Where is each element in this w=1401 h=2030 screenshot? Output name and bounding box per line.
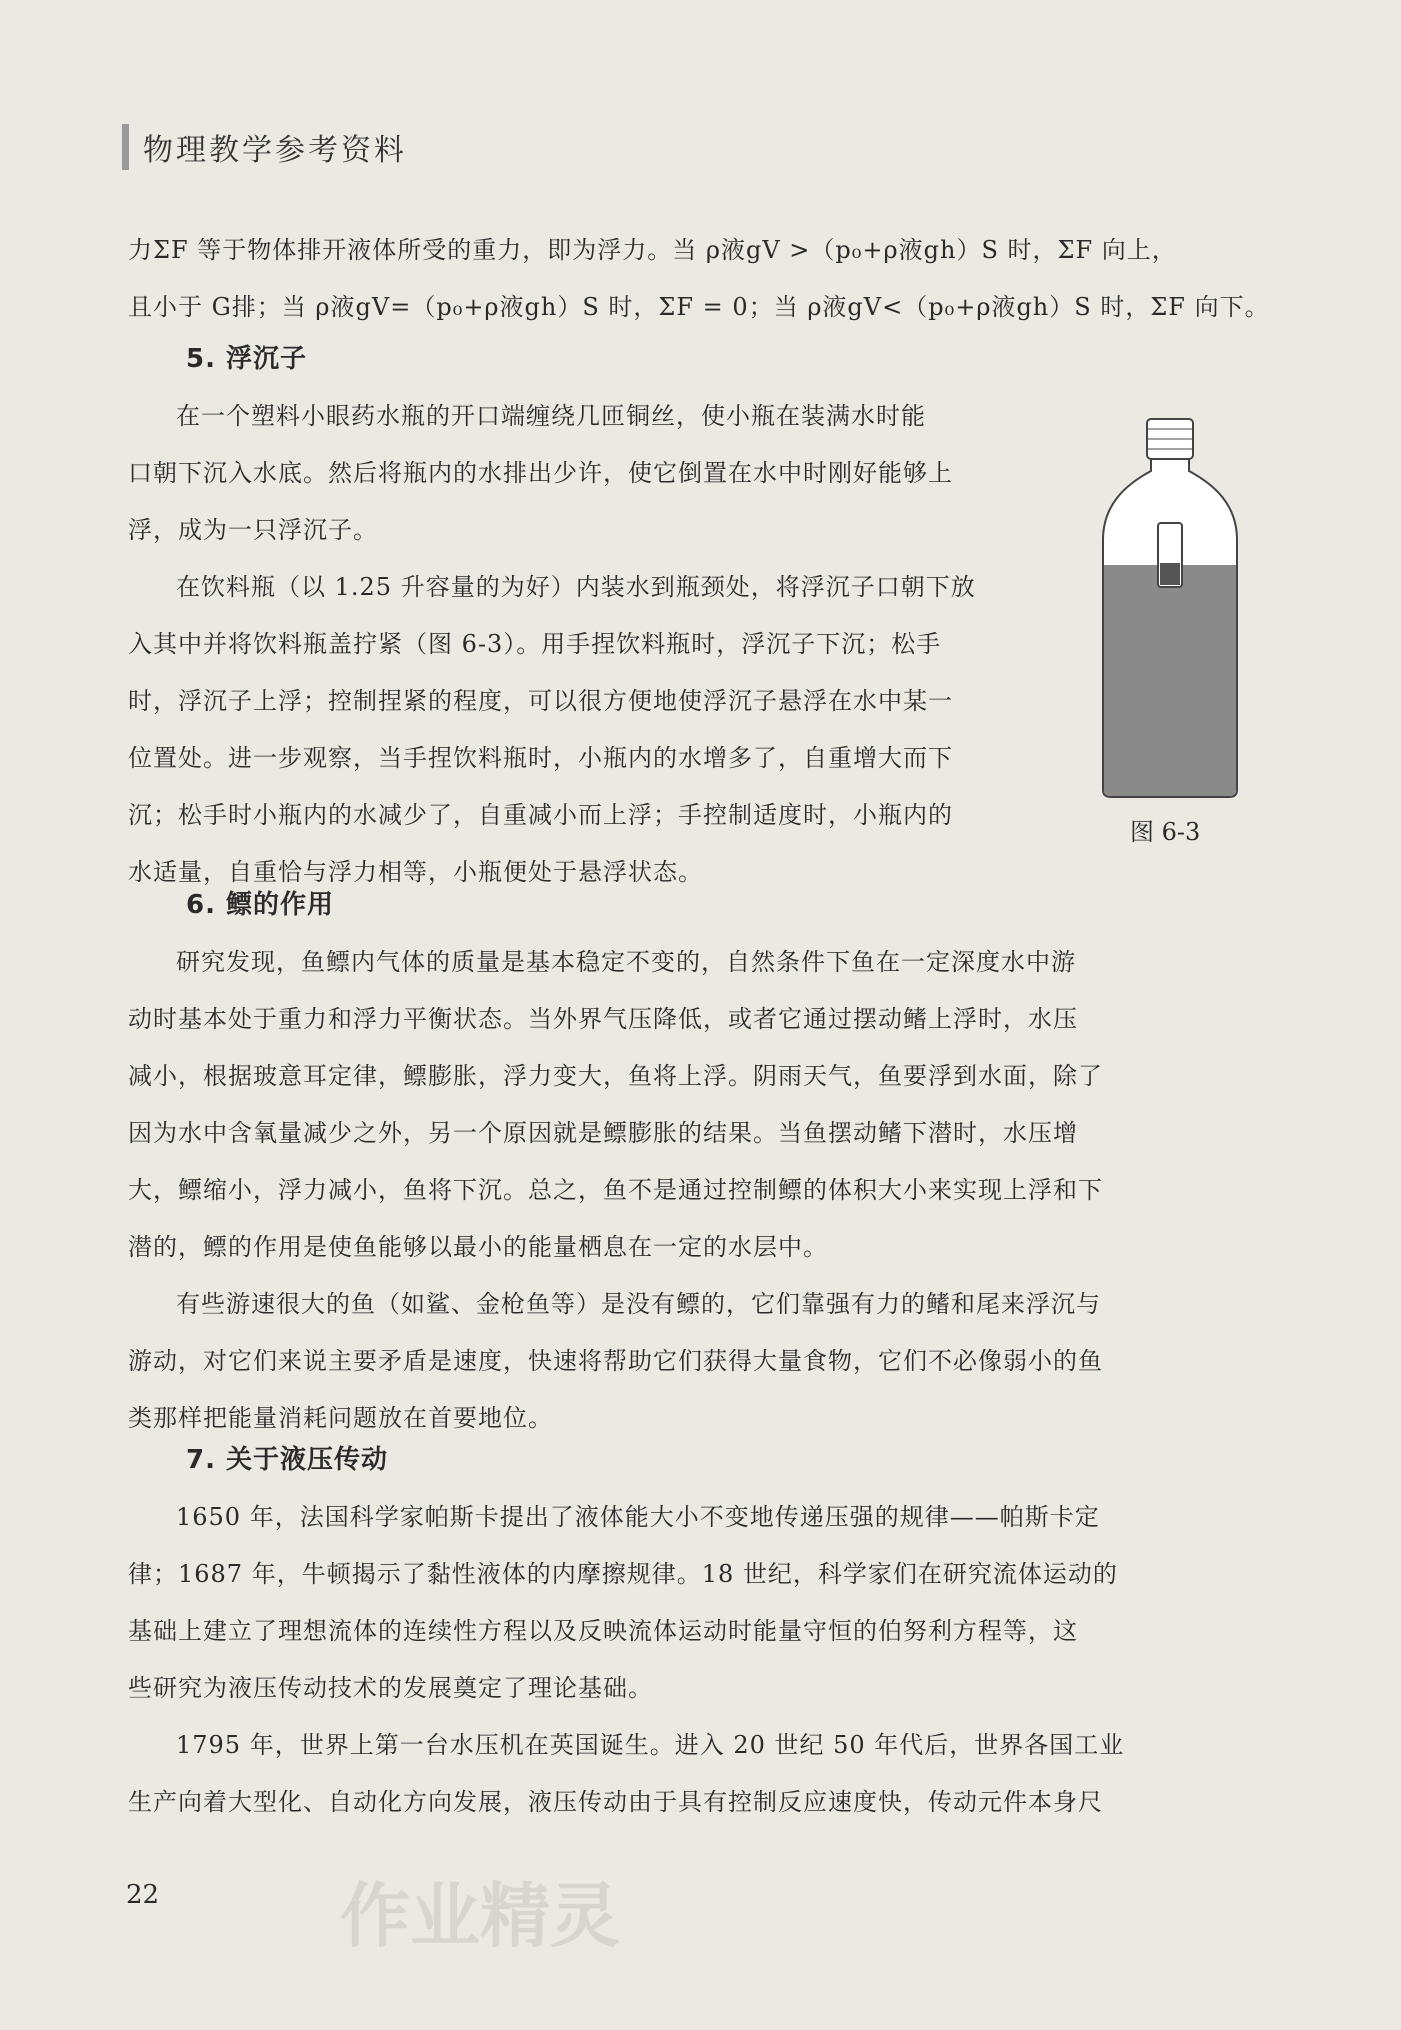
intro-text — [128, 222, 1278, 336]
intro-line-2: 且小于 G排；当 ρ液gV=（p₀+ρ液gh）S 时，ΣF = 0；当 ρ液gV<（p₀+ρ液gh）S 时，ΣF 向下。 — [128, 293, 1270, 321]
paragraph-line: 沉；松手时小瓶内的水减少了，自重减小而上浮；手控制适度时，小瓶内的 — [128, 801, 953, 829]
paragraph-line: 在饮料瓶（以 1.25 升容量的为好）内装水到瓶颈处，将浮沉子口朝下放 — [176, 573, 976, 601]
bottle-figure — [1095, 415, 1245, 845]
figure-caption: 图 6-3 — [1130, 818, 1201, 846]
section-heading: 7. 关于液压传动 — [186, 1445, 389, 1475]
bottle-water — [1104, 565, 1236, 796]
paragraph-line: 些研究为液压传动技术的发展奠定了理论基础。 — [128, 1674, 653, 1702]
paragraph-line: 大，鳔缩小，浮力减小，鱼将下沉。总之，鱼不是通过控制鳔的体积大小来实现上浮和下 — [128, 1176, 1103, 1204]
section-5 — [128, 331, 1078, 901]
section-7 — [128, 1432, 1288, 1831]
paragraph-line: 入其中并将饮料瓶盖拧紧（图 6-3）。用手捏饮料瓶时，浮沉子下沉；松手 — [128, 630, 942, 658]
paragraph-line: 位置处。进一步观察，当手捏饮料瓶时，小瓶内的水增多了，自重增大而下 — [128, 744, 953, 772]
paragraph-line: 减小，根据玻意耳定律，鳔膨胀，浮力变大，鱼将上浮。阴雨天气，鱼要浮到水面，除了 — [128, 1062, 1103, 1090]
section-6 — [128, 877, 1288, 1447]
paragraph-line: 1650 年，法国科学家帕斯卡提出了液体能大小不变地传递压强的规律——帕斯卡定 — [176, 1503, 1100, 1531]
paragraph-line: 因为水中含氧量减少之外，另一个原因就是鳔膨胀的结果。当鱼摆动鳍下潜时，水压增 — [128, 1119, 1078, 1147]
running-header — [122, 122, 407, 172]
paragraph-line: 在一个塑料小眼药水瓶的开口端缠绕几匝铜丝，使小瓶在装满水时能 — [176, 402, 926, 430]
paragraph-line: 1795 年，世界上第一台水压机在英国诞生。进入 20 世纪 50 年代后，世界各国工业 — [176, 1731, 1125, 1759]
header-title: 物理教学参考资料 — [143, 133, 407, 168]
paragraph-line: 口朝下沉入水底。然后将瓶内的水排出少许，使它倒置在水中时刚好能够上 — [128, 459, 953, 487]
diver-water — [1160, 563, 1180, 585]
paragraph-line: 水适量，自重恰与浮力相等，小瓶便处于悬浮状态。 — [128, 858, 703, 886]
intro-line-1: 力ΣF 等于物体排开液体所受的重力，即为浮力。当 ρ液gV >（p₀+ρ液gh）S 时，ΣF 向上， — [128, 236, 1177, 264]
paragraph-line: 类那样把能量消耗问题放在首要地位。 — [128, 1404, 553, 1432]
paragraph-line: 基础上建立了理想流体的连续性方程以及反映流体运动时能量守恒的伯努利方程等，这 — [128, 1617, 1078, 1645]
paragraph-line: 有些游速很大的鱼（如鲨、金枪鱼等）是没有鳔的，它们靠强有力的鳍和尾来浮沉与 — [176, 1290, 1101, 1318]
page-number: 22 — [126, 1880, 160, 1910]
section-heading: 5. 浮沉子 — [186, 344, 308, 374]
section-heading: 6. 鳔的作用 — [186, 890, 335, 920]
paragraph-line: 时，浮沉子上浮；控制捏紧的程度，可以很方便地使浮沉子悬浮在水中某一 — [128, 687, 953, 715]
paragraph-line: 研究发现，鱼鳔内气体的质量是基本稳定不变的，自然条件下鱼在一定深度水中游 — [176, 948, 1076, 976]
paragraph-line: 律；1687 年，牛顿揭示了黏性液体的内摩擦规律。18 世纪，科学家们在研究流体运动的 — [128, 1560, 1118, 1588]
watermark: 作业精灵 — [340, 1875, 620, 1957]
paragraph-line: 潜的，鳔的作用是使鱼能够以最小的能量栖息在一定的水层中。 — [128, 1233, 828, 1261]
paragraph-line: 生产向着大型化、自动化方向发展，液压传动由于具有控制反应速度快，传动元件本身尺 — [128, 1788, 1103, 1816]
paragraph-line: 浮，成为一只浮沉子。 — [128, 516, 378, 544]
header-bar — [122, 124, 129, 170]
paragraph-line: 动时基本处于重力和浮力平衡状态。当外界气压降低，或者它通过摆动鳍上浮时，水压 — [128, 1005, 1078, 1033]
paragraph-line: 游动，对它们来说主要矛盾是速度，快速将帮助它们获得大量食物，它们不必像弱小的鱼 — [128, 1347, 1103, 1375]
